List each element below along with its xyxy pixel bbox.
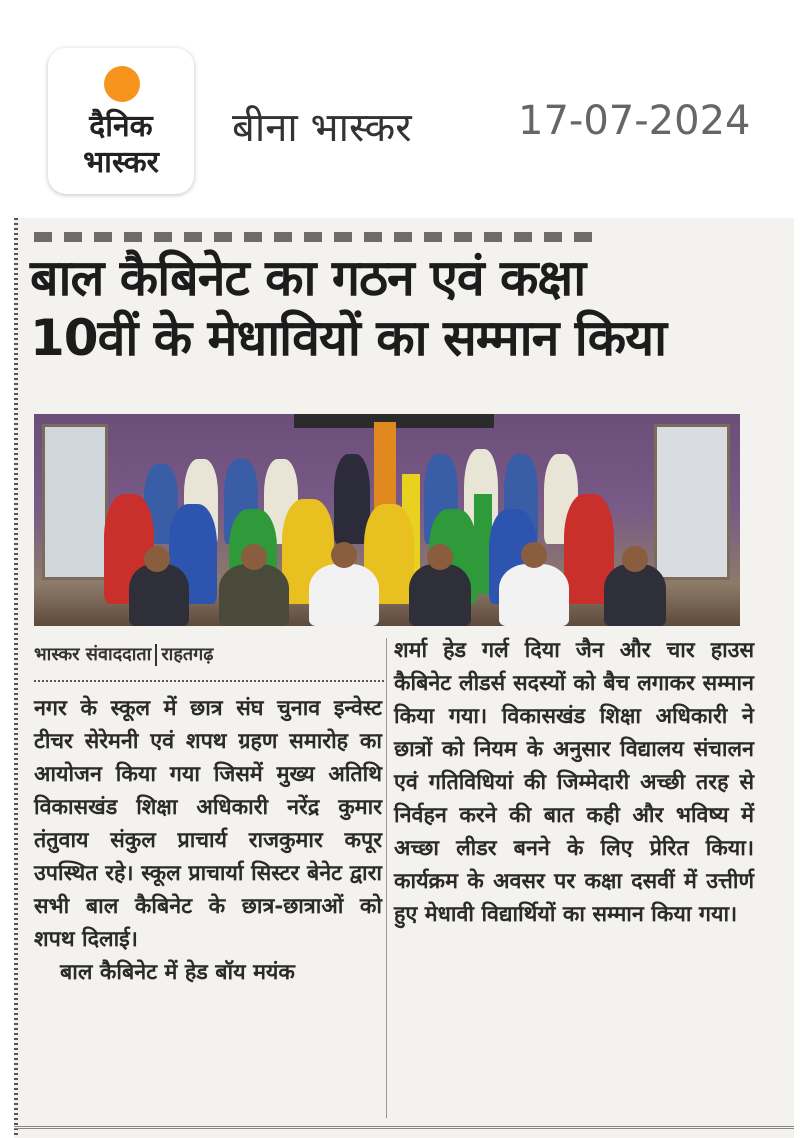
byline-place: राहतगढ़: [161, 644, 214, 665]
column-2-paragraph-1: शर्मा हेड गर्ल दिया जैन और चार हाउस कैबिनेट लीडर्स सदस्यों को बैच लगाकर सम्मान किया गया। विकासखंड शिक्षा अधिकारी ने छात्रों को नियम के अनुसार विद्यालय संचालन एवं गतिविधियां की जिम्मेदारी अच्छी तरह से निर्वहन करने की बात कही और भविष्य में अच्छा लीडर बनने के लिए प्रेरित किया। कार्यक्रम के अवसर पर कक्षा दसवीं में उत्तीर्ण हुए मेधावी विद्यार्थियों का सम्मान किया गया।: [394, 638, 754, 927]
headline-line-1: बाल कैबिनेट का गठन एवं कक्षा: [30, 249, 586, 307]
article-byline: [34, 642, 384, 672]
dainik-bhaskar-logo[interactable]: [48, 48, 194, 194]
logo-text-line2: भास्कर: [83, 145, 159, 180]
byline-divider: [34, 680, 384, 682]
article-column-1: [34, 692, 382, 989]
edition-title: बीना भास्कर: [232, 105, 412, 151]
logo-text-line1: दैनिक: [89, 109, 153, 144]
article-photo: [34, 414, 740, 626]
byline-separator: [155, 644, 157, 666]
photo-window-left: [42, 424, 108, 580]
article-column-2: [394, 634, 754, 931]
news-clipping: [14, 218, 794, 1138]
column-1-paragraph-2: बाल कैबिनेट में हेड बॉय मयंक: [60, 960, 295, 985]
clipping-cut-edge: [14, 218, 18, 1138]
article-headline: [30, 248, 770, 368]
clipping-bottom-rule: [14, 1126, 794, 1129]
photo-window-right: [654, 424, 730, 580]
byline-source: भास्कर संवाददाता: [34, 644, 152, 665]
headline-line-2: 10वीं के मेधावियों का सम्मान किया: [30, 309, 667, 367]
edition-date: 17-07-2024: [518, 98, 751, 144]
column-divider: [386, 638, 387, 1118]
previous-article-fragment: [34, 232, 594, 242]
sun-icon: [104, 66, 140, 102]
app-header: [0, 0, 808, 200]
column-1-paragraph-1: नगर के स्कूल में छात्र संघ चुनाव इन्वेस्ट टीचर सेरेमनी एवं शपथ ग्रहण समारोह का आयोजन किया गया जिसमें मुख्य अतिथि विकासखंड शिक्षा अधिकारी नरेंद्र कुमार तंतुवाय संकुल प्राचार्य राजकुमार कपूर उपस्थित रहे। स्कूल प्राचार्या सिस्टर बेनेट द्वारा सभी बाल कैबिनेट के छात्र-छात्राओं को शपथ दिलाई।: [34, 696, 382, 952]
